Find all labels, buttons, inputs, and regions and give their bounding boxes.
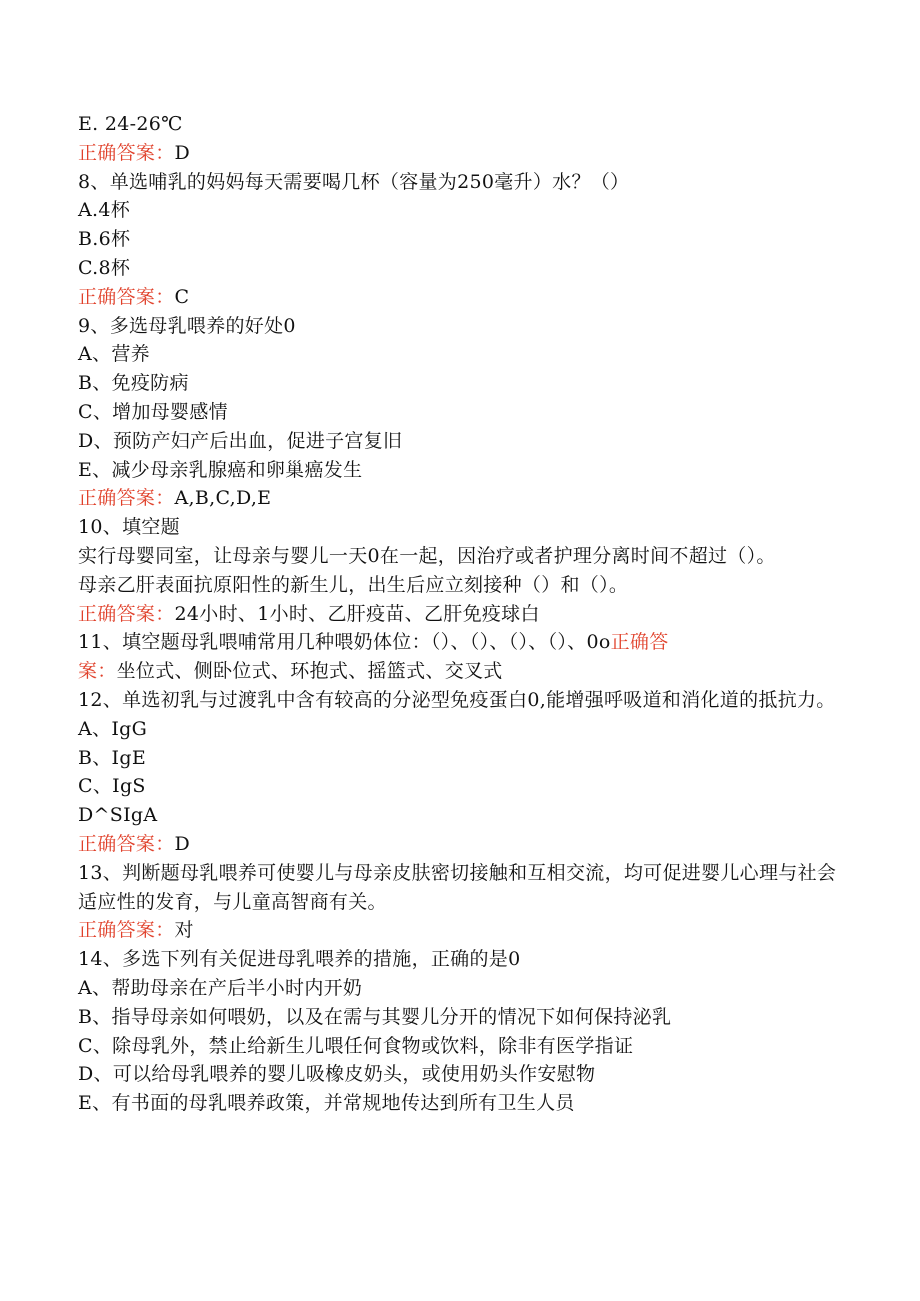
answer-value: 对: [174, 919, 194, 942]
answer-line: [78, 600, 848, 629]
option-c: C、除母乳外，禁止给新生儿喂任何食物或饮料，除非有医学指证: [78, 1034, 634, 1057]
answer-label-part-1: 正确答: [610, 631, 669, 654]
answer-label: 正确答案：: [78, 487, 175, 510]
answer-line: [78, 916, 848, 945]
option-a: A、帮助母亲在产后半小时内开奶: [78, 976, 363, 999]
answer-label: 正确答案：: [78, 141, 175, 164]
question-10-part-2: 母亲乙肝表面抗原阳性的新生儿，出生后应立刻接种（）和（）。: [78, 573, 629, 596]
option-b: B、IgE: [78, 746, 146, 769]
answer-label: 正确答案：: [78, 602, 175, 625]
option-a: A、营养: [78, 343, 150, 366]
option-c: C、IgS: [78, 775, 146, 798]
question-11: [78, 628, 848, 686]
answer-value: 坐位式、侧卧位式、环抱式、摇篮式、交叉式: [116, 660, 503, 683]
answer-line: [78, 484, 848, 513]
option-c: C、增加母婴感情: [78, 400, 228, 423]
answer-value: D: [174, 141, 191, 164]
answer-value: 24小时、1小时、乙肝疫苗、乙肝免疫球白: [174, 602, 540, 625]
question-11-text: 11、填空题母乳喂哺常用几种喂奶体位：（）、（）、（）、（）、0o: [78, 631, 611, 654]
question-10: 10、填空题: [78, 516, 180, 539]
option-d: D、预防产妇产后出血，促进子宫复旧: [78, 429, 403, 452]
option-e: E、减少母亲乳腺癌和卵巢癌发生: [78, 458, 363, 481]
option-e: E. 24-26℃: [78, 113, 183, 135]
answer-line: [78, 830, 848, 859]
option-d: D^SIgA: [78, 804, 158, 827]
answer-line: [78, 139, 848, 168]
option-d: D、可以给母乳喂养的婴儿吸橡皮奶头，或使用奶头作安慰物: [78, 1063, 596, 1086]
answer-label: 正确答案：: [78, 285, 175, 308]
question-9: 9、多选母乳喂养的好处0: [78, 314, 296, 337]
option-e: E、有书面的母乳喂养政策，并常规地传达到所有卫生人员: [78, 1092, 575, 1115]
option-b: B.6杯: [78, 228, 131, 251]
question-13: 13、判断题母乳喂养可使婴儿与母亲皮肤密切接触和互相交流，均可促进婴儿心理与社会适应性的发育，与儿童高智商有关。: [78, 861, 837, 913]
answer-line: [78, 283, 848, 312]
option-b: B、指导母亲如何喂奶，以及在需与其婴儿分开的情况下如何保持泌乳: [78, 1005, 672, 1028]
answer-label-part-2: 案：: [78, 660, 117, 683]
question-12: 12、单选初乳与过渡乳中含有较高的分泌型免疫蛋白0,能增强呼吸道和消化道的抵抗力。: [78, 688, 836, 711]
answer-value: D: [174, 832, 191, 855]
option-a: A.4杯: [78, 199, 131, 222]
option-a: A、IgG: [78, 717, 148, 740]
option-b: B、免疫防病: [78, 372, 189, 395]
question-14: 14、多选下列有关促进母乳喂养的措施，正确的是0: [78, 948, 521, 971]
document-page: [78, 110, 848, 1118]
question-10-part-1: 实行母婴同室，让母亲与婴儿一天0在一起，因治疗或者护理分离时间不超过（）。: [78, 544, 776, 567]
answer-value: C: [174, 285, 190, 308]
answer-value: A,B,C,D,E: [174, 487, 272, 510]
answer-label: 正确答案：: [78, 832, 175, 855]
option-c: C.8杯: [78, 256, 131, 279]
answer-label: 正确答案：: [78, 919, 175, 942]
question-8: 8、单选哺乳的妈妈每天需要喝几杯（容量为250毫升）水？（）: [78, 170, 630, 193]
